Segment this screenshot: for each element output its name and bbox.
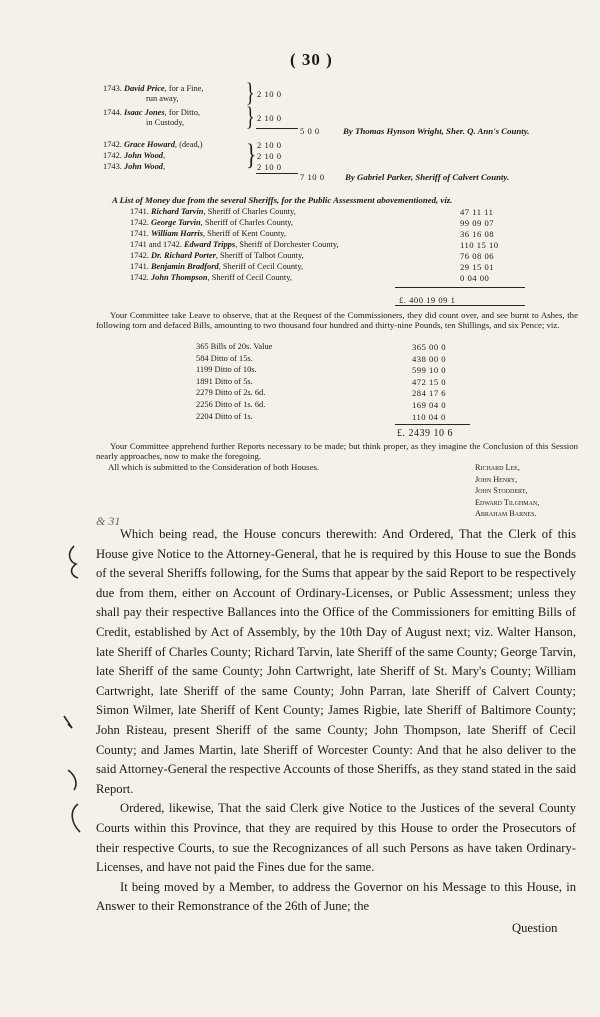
body-paragraph: Ordered, likewise, That the said Clerk give Notice to the Justices of the several County Courts within this Province, that they are required by this House to order the Prosecutors of their respective Courts, to sue the Recognizances of all such Persons as have taken Ordinary-Licenses, and have not paid the Fines due for the same. <box>96 801 576 875</box>
bill-amount: 599 10 0 <box>412 365 447 376</box>
row-amount: 99 09 07 <box>460 218 495 228</box>
money-list-row <box>130 273 292 283</box>
bill-amount: 472 15 0 <box>412 376 447 387</box>
calvert-amount: 2 10 0 <box>257 140 282 150</box>
row-desc: , Sheriff of Charles County, <box>203 207 296 216</box>
calvert-total-text: By Gabriel Parker, Sheriff of Calvert County. <box>345 172 510 182</box>
money-list-row <box>130 207 296 217</box>
fines-total-text: By Thomas Hynson Wright, Sher. Q. Ann's County. <box>343 126 530 136</box>
bill-label: 2204 Ditto of 1s. <box>196 411 253 421</box>
fines-total-amount: 5 0 0 <box>300 126 320 136</box>
row-amount: 47 11 11 <box>460 207 494 217</box>
brace-glyph: } <box>246 138 257 171</box>
fine-row: 1744. Isaac Jones, for Ditto, <box>103 108 201 117</box>
calvert-row: 1742. John Wood, <box>103 151 166 160</box>
row-year: 1741. <box>130 207 149 216</box>
calvert-amount: 2 10 0 <box>257 151 282 161</box>
list-heading: A List of Money due from the several Sheriffs, for the Public Assessment abovementioned, viz. <box>112 195 453 205</box>
rule-line <box>395 287 525 288</box>
bill-label: 1199 Ditto of 10s. <box>196 365 257 375</box>
margin-ink-mark <box>64 716 72 728</box>
signatory: John Henry, <box>475 474 518 484</box>
bill-amount: 365 00 0 <box>412 342 447 352</box>
bill-label: 2256 Ditto of 1s. 6d. <box>196 400 266 409</box>
row-name: John Thompson <box>150 273 208 282</box>
money-list-row <box>130 229 286 239</box>
bill-label: 2279 Ditto of 2s. 6d. <box>196 388 266 398</box>
bill-amount: 110 04 0 <box>412 411 446 422</box>
bill-label: 584 Ditto of 15s. <box>196 353 253 363</box>
bill-amount: 438 00 0 <box>412 353 447 364</box>
row-desc: , Sheriff of Cecil County, <box>218 262 304 271</box>
catchword: Question <box>512 921 558 935</box>
row-year: 1742. <box>130 251 149 260</box>
row-amount: 36 16 08 <box>460 229 495 239</box>
money-list-row <box>130 262 303 272</box>
calvert-row: 1742. Grace Howard, (dead,) <box>103 140 203 149</box>
row-name: Benjamin Bradford <box>150 262 219 271</box>
signatory: Abraham Barnes. <box>475 509 537 519</box>
row-desc: , Sheriff of Dorchester County, <box>235 240 339 249</box>
row-desc: , Sheriff of Talbot County, <box>215 251 304 260</box>
margin-ink-mark <box>70 546 78 578</box>
rule-line <box>256 173 298 174</box>
body-paragraph: It being moved by a Member, to address the Governor on his Message to this House, in Answer to their Remonstrance of the 26th of June; the <box>96 879 576 914</box>
fine-amount: 2 10 0 <box>257 89 282 99</box>
row-amount: 29 15 01 <box>460 262 495 272</box>
rule-line <box>395 305 525 306</box>
fine-row: 1743. David Price, for a Fine, <box>103 84 204 93</box>
money-list-row <box>130 251 304 261</box>
body-paragraph: Which being read, the House concurs therewith: And Ordered, That the Clerk of this House give Notice to the Attorney-General, that he is required by this House to sue the Bonds of the several Sheriffs following, for the Sums that appear by the said Report to be respectively due from them, either on Account of Ordinary-Licenses, or Public Assessment; unless they shall pay their respective Ballances into the Office of the Commissioners for emitting Bills of Credit, established by Act of Assembly, by the 10th Day of August next; viz. Walter Hanson, late Sheriff of Charles County; Richard Tarvin, late Sheriff of the same County; George Tarvin, late Sheriff of the same County; John Cartwright, late Sheriff of St. Mary's County; William Cartwright, late Sheriff of the same County; John Parran, late Sheriff of Calvert County; Simon Wilmer, late Sheriff of Kent County; James Rigbie, late Sheriff of Baltimore County; John Risteau, present Sheriff of the same County; John Thompson, late Sheriff of Cecil County; and James Martin, late Sheriff of Worcester County: And that he also deliver to the said Attorney-General the respective Accounts of those Sheriffs, as they stand stated in the said Report. <box>96 527 576 796</box>
calvert-row: 1743. John Wood, <box>103 162 166 171</box>
row-name: George Tarvin <box>150 218 201 227</box>
page-number: ( 30 ) <box>290 50 333 69</box>
money-list-row <box>130 240 339 250</box>
fine-note: run away, <box>146 94 179 103</box>
margin-ink-marks <box>60 540 90 840</box>
row-name: Richard Tarvin <box>150 207 204 216</box>
bills-total: £. 2439 10 6 <box>397 428 453 439</box>
row-year: 1742. <box>130 218 149 227</box>
row-amount: 76 08 06 <box>460 251 495 261</box>
fine-note: in Custody, <box>146 118 185 127</box>
row-desc: , Sheriff of Charles County, <box>200 218 294 227</box>
margin-ink-mark <box>68 770 76 790</box>
margin-note: & 31 <box>96 514 121 528</box>
row-amount: 0 04 00 <box>460 273 490 283</box>
body-text <box>96 525 576 917</box>
list-total: £. 400 19 09 1 <box>399 295 456 305</box>
bill-amount: 284 17 6 <box>412 388 447 399</box>
signatory: Edward Tilghman, <box>475 497 540 507</box>
money-list-row <box>130 218 293 228</box>
rule-line <box>256 128 298 129</box>
row-year: 1741 and 1742. <box>130 240 182 249</box>
submitted-line: All which is submitted to the Consideration of both Houses. <box>108 462 320 472</box>
rule-line <box>395 424 470 425</box>
row-name: Edward Tripps <box>183 240 236 249</box>
calvert-amount: 2 10 0 <box>257 162 282 172</box>
bill-label: 1891 Ditto of 5s. <box>196 376 253 386</box>
row-name: William Harris <box>150 229 203 238</box>
row-year: 1741. <box>130 262 149 271</box>
row-desc: , Sheriff of Cecil County, <box>207 273 292 282</box>
row-amount: 110 15 10 <box>460 240 499 250</box>
row-year: 1741. <box>130 229 149 238</box>
committee-paragraph: Your Committee take Leave to observe, that at the Request of the Commissioners, they did count over, and see burnt to Ashes, the following torn and defaced Bills, amounting to two thousand four hundred and thirty-nine Pounds, ten Shillings, and six Pence; viz. <box>96 310 578 330</box>
fine-amount: 2 10 0 <box>257 113 282 123</box>
row-year: 1742. <box>130 273 149 282</box>
bill-amount: 169 04 0 <box>412 400 447 410</box>
apprehend-paragraph: Your Committee apprehend further Reports necessary to be made; but think proper, as they imagine the Conclusion of this Session nearly approaches, now to make the foregoing. <box>96 441 578 461</box>
signatory: John Stoddert, <box>475 486 528 496</box>
row-name: Dr. Richard Porter <box>150 251 216 260</box>
margin-ink-mark <box>72 804 80 832</box>
bill-label: 365 Bills of 20s. Value <box>196 342 273 351</box>
brace-glyph: } <box>245 102 255 131</box>
calvert-total-amount: 7 10 0 <box>300 172 325 182</box>
signatory: Richard Lee, <box>475 463 520 472</box>
brace-glyph: } <box>245 78 255 107</box>
signatories <box>475 462 539 520</box>
row-desc: , Sheriff of Kent County, <box>202 229 287 238</box>
